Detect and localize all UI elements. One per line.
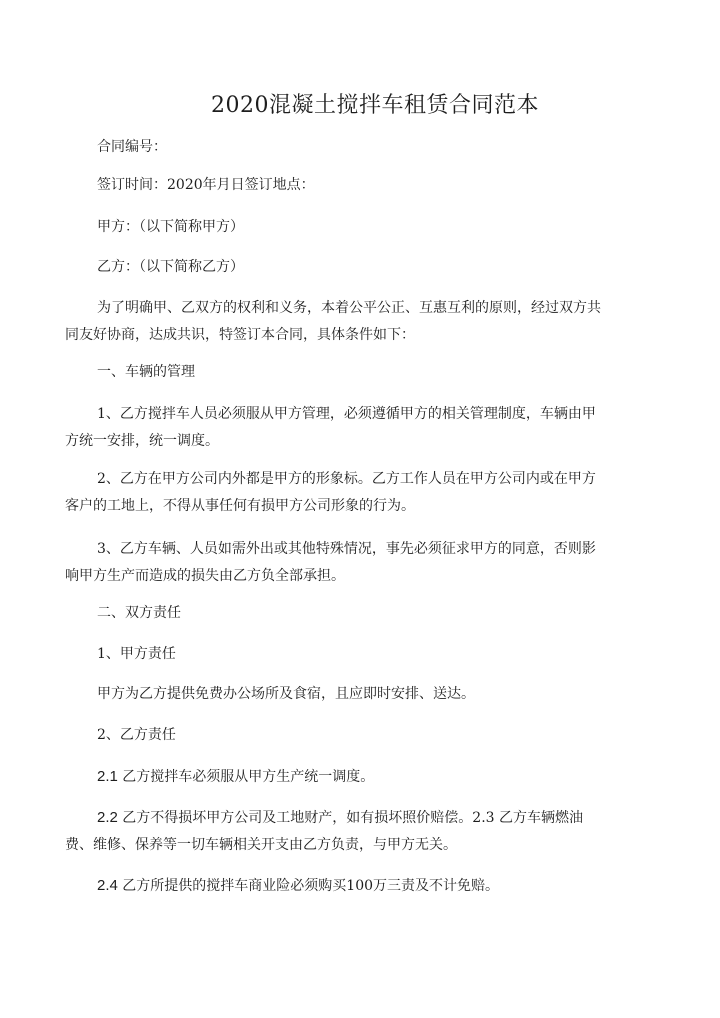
sub-heading-party-a: 1、甲方责任 (97, 646, 176, 662)
clause-1-2: 2、乙方在甲方公司内外都是甲方的形象标。乙方工作人员在甲方公司内或在甲方客户的工地上，不得从事任何有损甲方公司形象的行为。 (65, 471, 596, 514)
clause-text: 乙方搅拌车必须服从甲方生产统一调度。 (117, 769, 375, 785)
clause-2-1 (65, 763, 605, 791)
party-a-responsibility: 甲方为乙方提供免费办公场所及食宿，且应即时安排、送达。 (97, 686, 475, 702)
section-heading-responsibilities: 二、双方责任 (97, 605, 181, 621)
clause-number: 2.2 (97, 809, 118, 826)
clause-1-3: 3、乙方车辆、人员如需外出或其他特殊情况，事先必须征求甲方的同意，否则影响甲方生产而造成的损失由乙方负全部承担。 (65, 541, 596, 584)
party-a: 甲方：（以下简称甲方） (97, 219, 244, 235)
intro-paragraph: 为了明确甲、乙双方的权利和义务，本着公平公正、互惠互利的原则，经过双方共同友好协商，达成共识，特签订本合同，具体条件如下： (65, 300, 601, 343)
contract-number: 合同编号： (97, 139, 167, 155)
clause-number: 2.1 (97, 768, 118, 785)
clause-number: 2.4 (97, 877, 118, 894)
sub-heading-party-b: 2、乙方责任 (97, 727, 176, 743)
clause-1-1: 1、乙方搅拌车人员必须服从甲方管理，必须遵循甲方的相关管理制度，车辆由甲方统一安排，统一调度。 (65, 406, 596, 449)
party-b: 乙方：（以下简称乙方） (97, 259, 244, 275)
clause-2-2 (65, 804, 605, 859)
clause-text: 乙方所提供的搅拌车商业险必须购买100万三责及不计免赔。 (117, 878, 500, 894)
clause-text: 乙方不得损坏甲方公司及工地财产，如有损坏照价赔偿。2.3 乙方车辆燃油费、维修、保养等一切车辆相关开支由乙方负责，与甲方无关。 (65, 810, 584, 853)
sign-info: 签订时间：2020年月日签订地点： (97, 177, 315, 193)
clause-2-4 (65, 872, 605, 900)
section-heading-vehicle-management: 一、车辆的管理 (97, 364, 195, 380)
document-title: 2020混凝土搅拌车租赁合同范本 (211, 93, 539, 118)
